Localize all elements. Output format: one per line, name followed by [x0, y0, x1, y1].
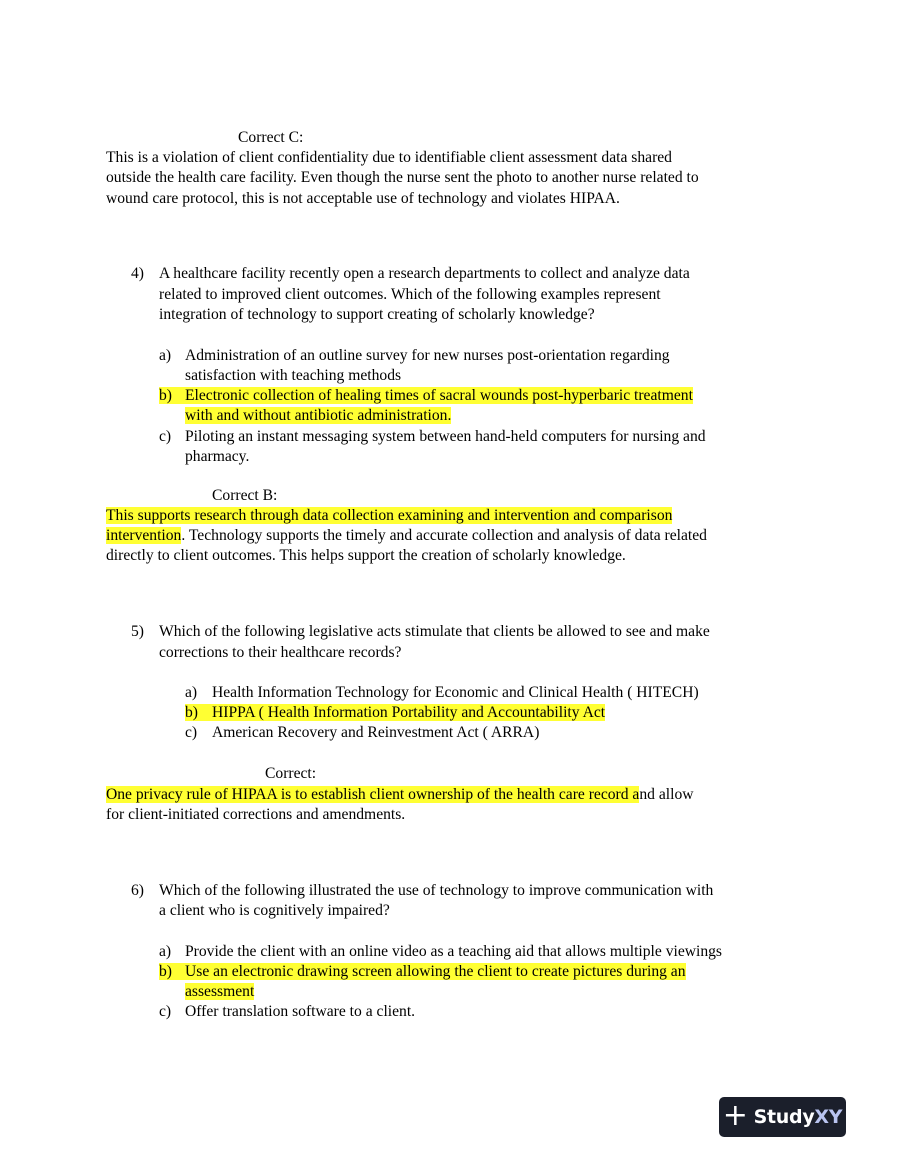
option-marker: c): [159, 1003, 172, 1020]
answer-heading-b: Correct B:: [212, 487, 278, 504]
question-number: 6): [131, 882, 144, 899]
studyxy-logo[interactable]: [719, 1097, 846, 1137]
option-text: Provide the client with an online video as a teaching aid that allows multiple viewings: [185, 943, 722, 960]
option-text: with and without antibiotic administration.: [185, 407, 452, 424]
option-marker: a): [185, 684, 198, 701]
option-c: [159, 427, 706, 447]
option-marker: c): [159, 428, 172, 445]
plus-icon: +: [722, 1098, 748, 1133]
question-number: 4): [131, 265, 144, 282]
answer-heading: Correct:: [265, 765, 317, 782]
option-text: Health Information Technology for Economic and Clinical Health ( HITECH): [212, 684, 699, 701]
option-a: [159, 346, 670, 366]
explanation-line: for client-initiated corrections and amendments.: [106, 806, 406, 823]
question-text: corrections to their healthcare records?: [159, 644, 402, 661]
answer-heading-c: Correct C:: [238, 129, 304, 146]
question-text: Which of the following legislative acts stimulate that clients be allowed to see and make: [159, 623, 710, 640]
logo-text-prefix: Study: [753, 1106, 815, 1128]
explanation-c-line: wound care protocol, this is not acceptable use of technology and violates HIPAA.: [106, 190, 620, 207]
option-text: Administration of an outline survey for new nurses post-orientation regarding: [185, 347, 670, 364]
explanation-line: This supports research through data collection examining and intervention and comparison: [106, 507, 673, 524]
option-text: Offer translation software to a client.: [185, 1003, 416, 1020]
question-number: 5): [131, 623, 144, 640]
question-text: a client who is cognitively impaired?: [159, 902, 390, 919]
option-marker: a): [159, 347, 172, 364]
option-marker: b): [185, 704, 198, 721]
option-b-correct: [159, 386, 693, 406]
question-text: related to improved client outcomes. Which of the following examples represent: [159, 286, 661, 303]
option-marker: b): [159, 963, 172, 980]
option-a: [159, 942, 722, 962]
explanation-line: intervention. Technology supports the timely and accurate collection and analysis of data related: [106, 527, 707, 544]
explanation-c-line: This is a violation of client confidentiality due to identifiable client assessment data shared: [106, 149, 672, 166]
explanation-line: One privacy rule of HIPAA is to establish client ownership of the health care record and allow: [106, 786, 694, 803]
option-text: Piloting an instant messaging system between hand-held computers for nursing and: [185, 428, 706, 445]
option-text: satisfaction with teaching methods: [185, 367, 402, 384]
option-b-correct: [159, 962, 686, 982]
logo-text-suffix: XY: [814, 1106, 843, 1128]
option-text: HIPPA ( Health Information Portability and Accountability Act: [212, 704, 606, 721]
option-text: Use an electronic drawing screen allowing the client to create pictures during an: [185, 963, 686, 980]
option-b-correct: [185, 703, 605, 723]
option-c: [159, 1002, 415, 1022]
option-marker: b): [159, 387, 172, 404]
question-text: integration of technology to support creating of scholarly knowledge?: [159, 306, 595, 323]
option-text: assessment: [185, 983, 255, 1000]
question-text: Which of the following illustrated the use of technology to improve communication with: [159, 882, 714, 899]
explanation-line: directly to client outcomes. This helps support the creation of scholarly knowledge.: [106, 547, 626, 564]
option-text: pharmacy.: [185, 448, 250, 465]
question-text: A healthcare facility recently open a research departments to collect and analyze data: [159, 265, 690, 282]
option-text: Electronic collection of healing times of sacral wounds post-hyperbaric treatment: [185, 387, 693, 404]
option-text: American Recovery and Reinvestment Act ( ARRA): [212, 724, 540, 741]
option-c: [185, 723, 539, 743]
explanation-c-line: outside the health care facility. Even though the nurse sent the photo to another nurse related to: [106, 169, 699, 186]
option-marker: c): [185, 724, 198, 741]
option-marker: a): [159, 943, 172, 960]
option-a: [185, 683, 699, 703]
